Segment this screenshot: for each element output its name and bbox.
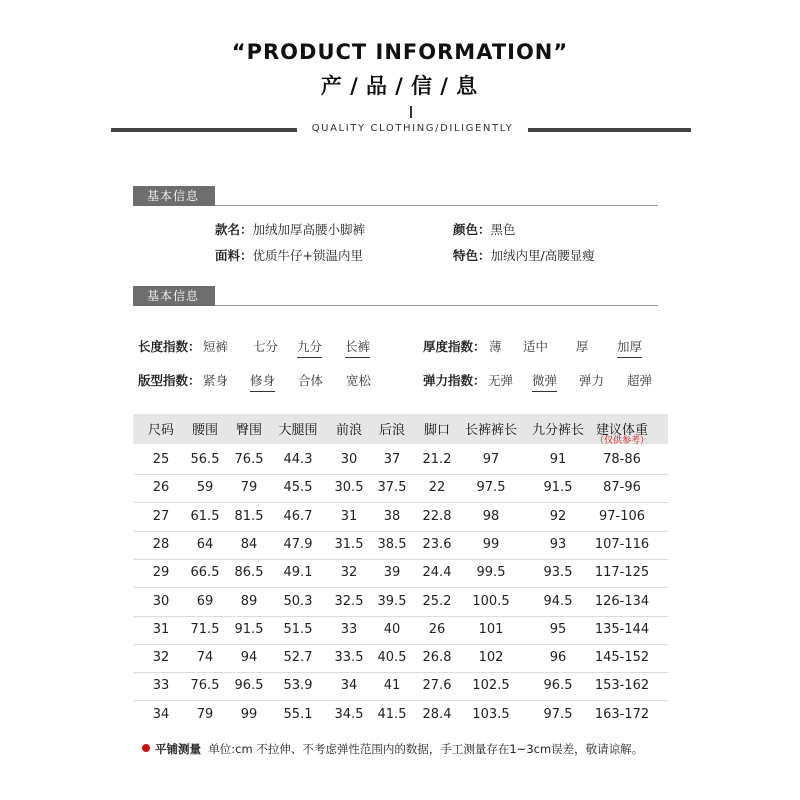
size-table-cell: 64 — [196, 536, 214, 552]
size-table-cell: 96.5 — [234, 678, 264, 694]
title-tick-mark — [410, 106, 412, 118]
size-table-cell: 107-116 — [594, 536, 650, 552]
size-table-cell: 145-152 — [594, 650, 650, 666]
size-table-cell: 95 — [549, 621, 567, 637]
size-table-cell: 86.5 — [234, 565, 264, 581]
size-table-cell: 91.5 — [543, 480, 573, 496]
fit-option: 宽松 — [346, 373, 372, 388]
size-table-cell: 31 — [340, 508, 358, 524]
length-option: 短裤 — [203, 339, 229, 354]
size-table-column-header: 长裤裤长 — [464, 423, 517, 438]
table-row-divider — [133, 644, 668, 645]
size-table-cell: 34 — [340, 678, 358, 694]
length-option-selected: 长裤 — [345, 337, 370, 358]
size-table-cell: 117-125 — [594, 565, 650, 581]
table-row-divider — [133, 559, 668, 560]
size-table-cell: 34.5 — [334, 706, 364, 722]
divider-bar-left — [111, 128, 297, 132]
size-table-cell: 71.5 — [190, 621, 220, 637]
fit-option: 紧身 — [203, 373, 229, 388]
size-table-cell: 28.4 — [422, 706, 452, 722]
size-table-cell: 31.5 — [334, 536, 364, 552]
size-table-cell: 37.5 — [377, 480, 407, 496]
size-table-cell: 23.6 — [422, 536, 452, 552]
size-table-cell: 76.5 — [234, 452, 264, 467]
thickness-option: 厚 — [576, 339, 589, 354]
size-table-cell: 94 — [240, 650, 258, 666]
size-table-column-header: 前浪 — [335, 423, 362, 438]
size-table-cell: 40 — [383, 621, 401, 637]
table-row-divider — [133, 502, 668, 503]
size-table-cell: 33 — [152, 678, 170, 694]
size-table-cell: 33 — [340, 621, 358, 637]
length-option-selected: 九分 — [297, 337, 322, 358]
elasticity-option-selected: 微弹 — [532, 371, 557, 392]
size-table-cell: 135-144 — [594, 621, 650, 637]
size-table-cell: 27.6 — [422, 678, 452, 694]
feature-row — [453, 246, 595, 264]
section-header-basic-info: 基本信息 — [133, 186, 215, 206]
size-table-cell: 96.5 — [543, 678, 573, 694]
size-table-column-header: 臀围 — [235, 423, 262, 438]
size-table-column-header: 大腿围 — [278, 423, 318, 438]
size-table-cell: 34 — [152, 706, 170, 722]
size-table-cell: 50.3 — [283, 593, 313, 609]
size-table-cell: 29 — [152, 565, 170, 581]
size-table-cell: 53.9 — [283, 678, 313, 694]
size-table-cell: 99 — [240, 706, 258, 722]
table-row-divider — [133, 700, 668, 701]
size-table-cell: 47.9 — [283, 536, 313, 552]
size-table-cell: 32 — [152, 650, 170, 666]
size-table-cell: 56.5 — [190, 452, 220, 467]
section-header-indices: 基本信息 — [133, 286, 215, 306]
size-table-cell: 102 — [478, 650, 504, 666]
size-table-cell: 28 — [152, 536, 170, 552]
size-table-cell: 79 — [196, 706, 214, 722]
elasticity-index-label: 弹力指数： — [423, 373, 486, 388]
size-table-cell: 102.5 — [472, 678, 510, 694]
fit-option-selected: 修身 — [250, 371, 275, 392]
size-table-cell: 87-96 — [603, 480, 641, 496]
size-table-cell: 76.5 — [190, 678, 220, 694]
size-table-cell: 30.5 — [334, 480, 364, 496]
size-table-cell: 96 — [549, 650, 567, 666]
size-table-cell: 26 — [428, 621, 446, 637]
style-name-label: 款名： — [215, 222, 253, 237]
size-table-cell: 30 — [152, 593, 170, 609]
size-table-cell: 25 — [152, 452, 170, 467]
size-table-cell: 84 — [240, 536, 258, 552]
size-table-cell: 21.2 — [422, 452, 452, 467]
size-table-cell: 27 — [152, 508, 170, 524]
elasticity-option: 超弹 — [627, 373, 653, 388]
size-table-cell: 33.5 — [334, 650, 364, 666]
size-table-cell: 97-106 — [598, 508, 646, 524]
table-row-divider — [133, 672, 668, 673]
size-table-cell: 66.5 — [190, 565, 220, 581]
size-table-cell: 44.3 — [283, 452, 313, 467]
size-table-cell: 25.2 — [422, 593, 452, 609]
size-table-cell: 93 — [549, 536, 567, 552]
size-table-cell: 91.5 — [234, 621, 264, 637]
size-table-cell: 24.4 — [422, 565, 452, 581]
footnote — [155, 741, 643, 757]
size-table-cell: 92 — [549, 508, 567, 524]
size-table-cell: 79 — [240, 480, 258, 496]
size-table-column-header: 建议体重 — [595, 423, 648, 438]
size-table-cell: 22 — [428, 480, 446, 496]
size-table-column-header: 九分裤长 — [531, 423, 584, 438]
size-table-cell: 97.5 — [476, 480, 506, 496]
size-table-cell: 30 — [340, 452, 358, 467]
table-row-divider — [133, 531, 668, 532]
thickness-option: 适中 — [523, 339, 549, 354]
fabric-label: 面料： — [215, 248, 253, 263]
size-table-cell: 32 — [340, 565, 358, 581]
thickness-option: 薄 — [489, 339, 502, 354]
size-table-cell: 55.1 — [283, 706, 313, 722]
thickness-index-label: 厚度指数： — [423, 339, 486, 354]
size-table-cell: 97 — [482, 452, 500, 467]
size-table-cell: 126-134 — [594, 593, 650, 609]
size-table-cell: 81.5 — [234, 508, 264, 524]
size-table-cell: 26.8 — [422, 650, 452, 666]
size-table-cell: 39.5 — [377, 593, 407, 609]
size-table-cell: 89 — [240, 593, 258, 609]
fit-index-label: 版型指数： — [138, 373, 201, 388]
page-title-en: “PRODUCT INFORMATION” — [231, 40, 569, 64]
size-table-cell: 22.8 — [422, 508, 452, 524]
weight-reference-note: （仅供参考） — [594, 436, 649, 446]
size-table-cell: 32.5 — [334, 593, 364, 609]
size-table-cell: 78-86 — [603, 452, 641, 467]
size-table-cell: 31 — [152, 621, 170, 637]
fabric-row — [215, 246, 363, 264]
red-bullet-icon — [142, 744, 150, 752]
feature-value: 加绒内里/高腰显瘦 — [490, 248, 595, 263]
size-table-column-header: 后浪 — [378, 423, 405, 438]
size-table-cell: 38.5 — [377, 536, 407, 552]
size-table-cell: 59 — [196, 480, 214, 496]
color-label: 颜色： — [453, 222, 491, 237]
size-table-cell: 52.7 — [283, 650, 313, 666]
size-table-cell: 74 — [196, 650, 214, 666]
size-table-cell: 40.5 — [377, 650, 407, 666]
size-table-cell: 97.5 — [543, 706, 573, 722]
divider-bar-right — [528, 128, 691, 132]
fabric-value: 优质牛仔+锁温内里 — [252, 248, 363, 263]
style-name-value: 加绒加厚高腰小脚裤 — [252, 222, 366, 237]
footnote-bold: 平铺测量 — [155, 742, 201, 756]
size-table-cell: 94.5 — [543, 593, 573, 609]
size-table-cell: 101 — [478, 621, 504, 637]
size-table-cell: 98 — [482, 508, 500, 524]
size-table-cell: 153-162 — [594, 678, 650, 694]
length-option: 七分 — [253, 339, 279, 354]
table-row-divider — [133, 474, 668, 475]
elasticity-option: 弹力 — [579, 373, 605, 388]
size-table-cell: 100.5 — [472, 593, 510, 609]
size-table-cell: 99 — [482, 536, 500, 552]
fit-option: 合体 — [298, 373, 324, 388]
size-table-cell: 61.5 — [190, 508, 220, 524]
size-table-cell: 93.5 — [543, 565, 573, 581]
color-value: 黑色 — [490, 222, 516, 237]
thickness-option-selected: 加厚 — [617, 337, 642, 358]
style-name-row — [215, 220, 365, 238]
table-row-divider — [133, 616, 668, 617]
size-table-column-header: 腰围 — [191, 423, 218, 438]
size-table-cell: 99.5 — [476, 565, 506, 581]
section-rule — [215, 205, 658, 206]
size-table-cell: 51.5 — [283, 621, 313, 637]
size-table-column-header: 尺码 — [147, 423, 174, 438]
size-table-cell: 69 — [196, 593, 214, 609]
elasticity-option: 无弹 — [488, 373, 514, 388]
size-table-cell: 46.7 — [283, 508, 313, 524]
section-rule — [215, 305, 658, 306]
feature-label: 特色： — [453, 248, 491, 263]
size-table-cell: 41 — [383, 678, 401, 694]
size-table-column-header: 脚口 — [423, 423, 450, 438]
size-table-cell: 41.5 — [377, 706, 407, 722]
size-table-cell: 91 — [549, 452, 567, 467]
size-table-cell: 103.5 — [472, 706, 510, 722]
size-table-cell: 49.1 — [283, 565, 313, 581]
size-table-cell: 26 — [152, 480, 170, 496]
tagline: QUALITY CLOTHING/DILIGENTLY — [311, 123, 514, 134]
size-table-cell: 45.5 — [283, 480, 313, 496]
table-row-divider — [133, 587, 668, 588]
footnote-text: 单位:cm 不拉伸、不考虑弹性范围内的数据，手工测量存在1~3cm误差，敬请谅解。 — [208, 742, 644, 756]
length-index-label: 长度指数： — [138, 339, 201, 354]
size-table-cell: 163-172 — [594, 706, 650, 722]
size-table-cell: 39 — [383, 565, 401, 581]
page-title-cn: 产 / 品 / 信 / 息 — [320, 74, 480, 98]
size-table-cell: 38 — [383, 508, 401, 524]
color-row — [453, 220, 516, 238]
size-table-cell: 37 — [383, 452, 401, 467]
